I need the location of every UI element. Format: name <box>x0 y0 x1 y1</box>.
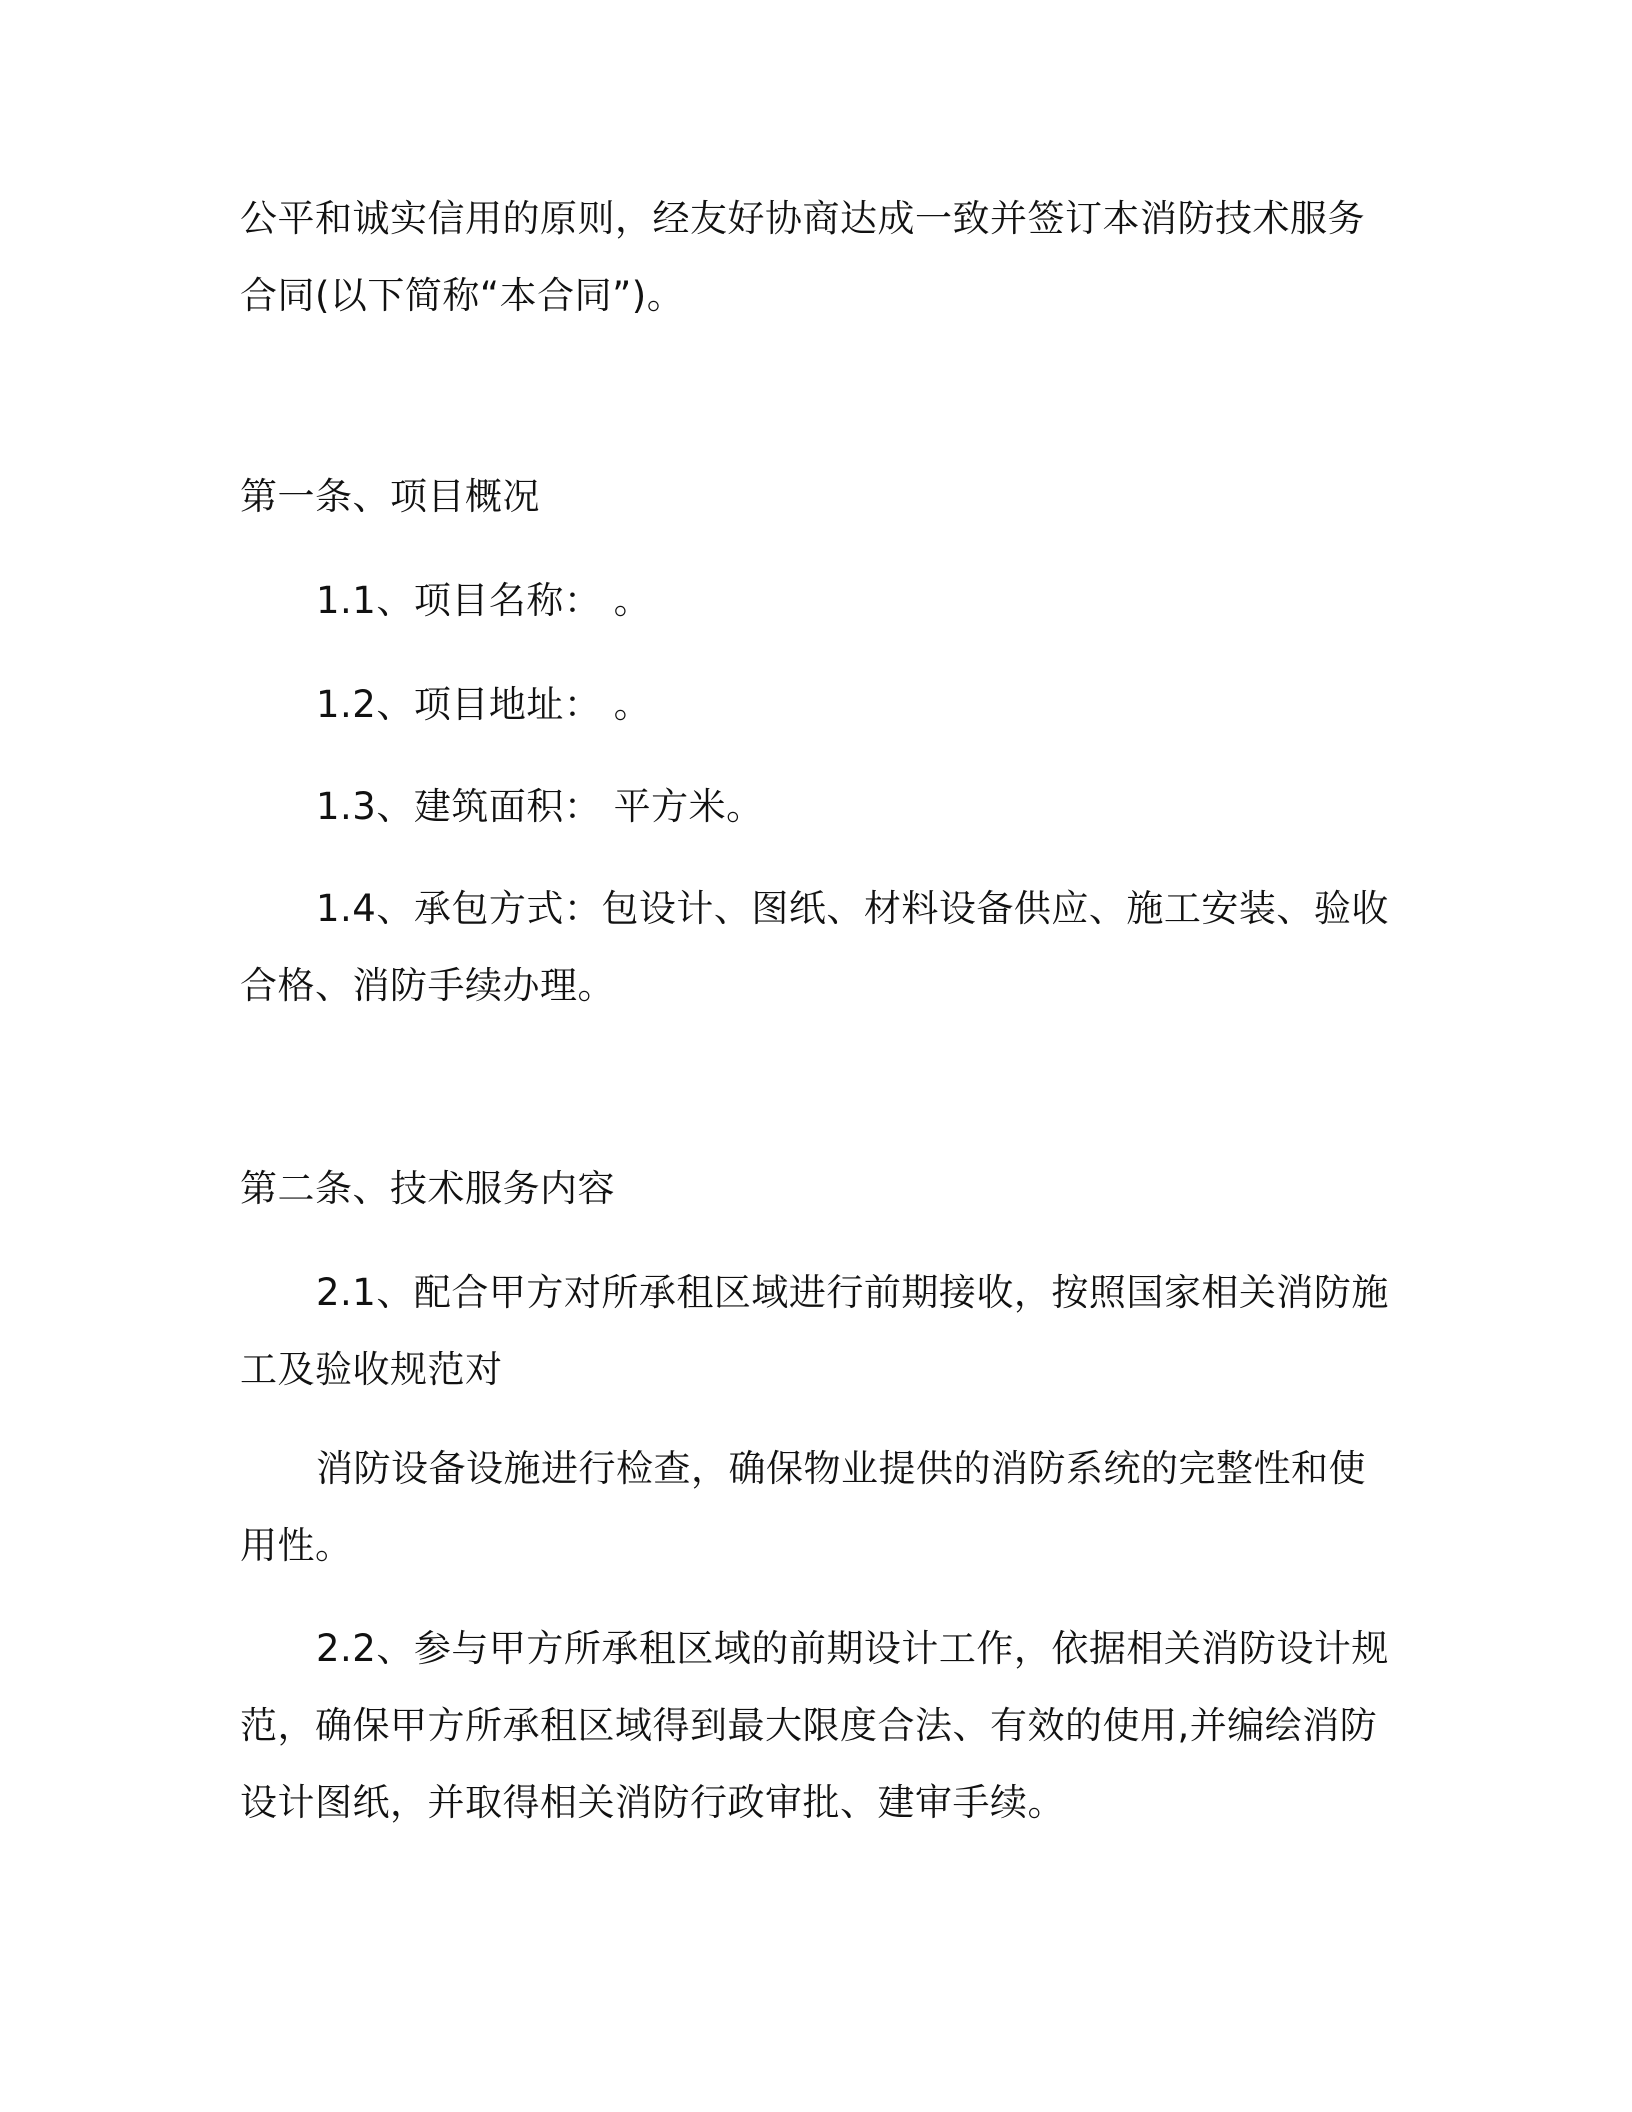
item-1-2: 1.2、项目地址： 。 <box>316 683 652 726</box>
intro-line-1: 公平和诚实信用的原则，经友好协商达成一致并签订本消防技术服务 <box>240 197 1365 240</box>
item-1-4-line-1: 1.4、承包方式：包设计、图纸、材料设备供应、施工安装、验收 <box>316 887 1389 930</box>
item-2-1-line-2: 工及验收规范对 <box>240 1348 503 1391</box>
item-1-1: 1.1、项目名称： 。 <box>316 579 652 622</box>
item-1-4 <box>240 870 1389 1024</box>
item-2-1-continued <box>240 1430 1370 1584</box>
item-2-1b-line-1: 消防设备设施进行检查，确保物业提供的消防系统的完整性和使 <box>316 1447 1366 1490</box>
item-1-4-line-2: 合格、消防手续办理。 <box>240 964 615 1007</box>
item-2-2-line-3: 设计图纸，并取得相关消防行政审批、建审手续。 <box>240 1781 1065 1824</box>
intro-paragraph <box>240 180 1370 334</box>
item-2-2-line-2: 范，确保甲方所承租区域得到最大限度合法、有效的使用,并编绘消防 <box>240 1704 1378 1747</box>
item-2-2 <box>240 1610 1389 1841</box>
section-1-heading: 第一条、项目概况 <box>240 475 540 518</box>
item-1-3: 1.3、建筑面积： 平方米。 <box>316 785 764 828</box>
section-2-heading: 第二条、技术服务内容 <box>240 1167 615 1210</box>
item-2-1-line-1: 2.1、配合甲方对所承租区域进行前期接收，按照国家相关消防施 <box>316 1271 1389 1314</box>
intro-line-2: 合同(以下简称“本合同”)。 <box>240 274 685 317</box>
item-2-1 <box>240 1254 1389 1408</box>
item-2-2-line-1: 2.2、参与甲方所承租区域的前期设计工作，依据相关消防设计规 <box>316 1627 1389 1670</box>
item-2-1b-line-2: 用性。 <box>240 1524 353 1567</box>
